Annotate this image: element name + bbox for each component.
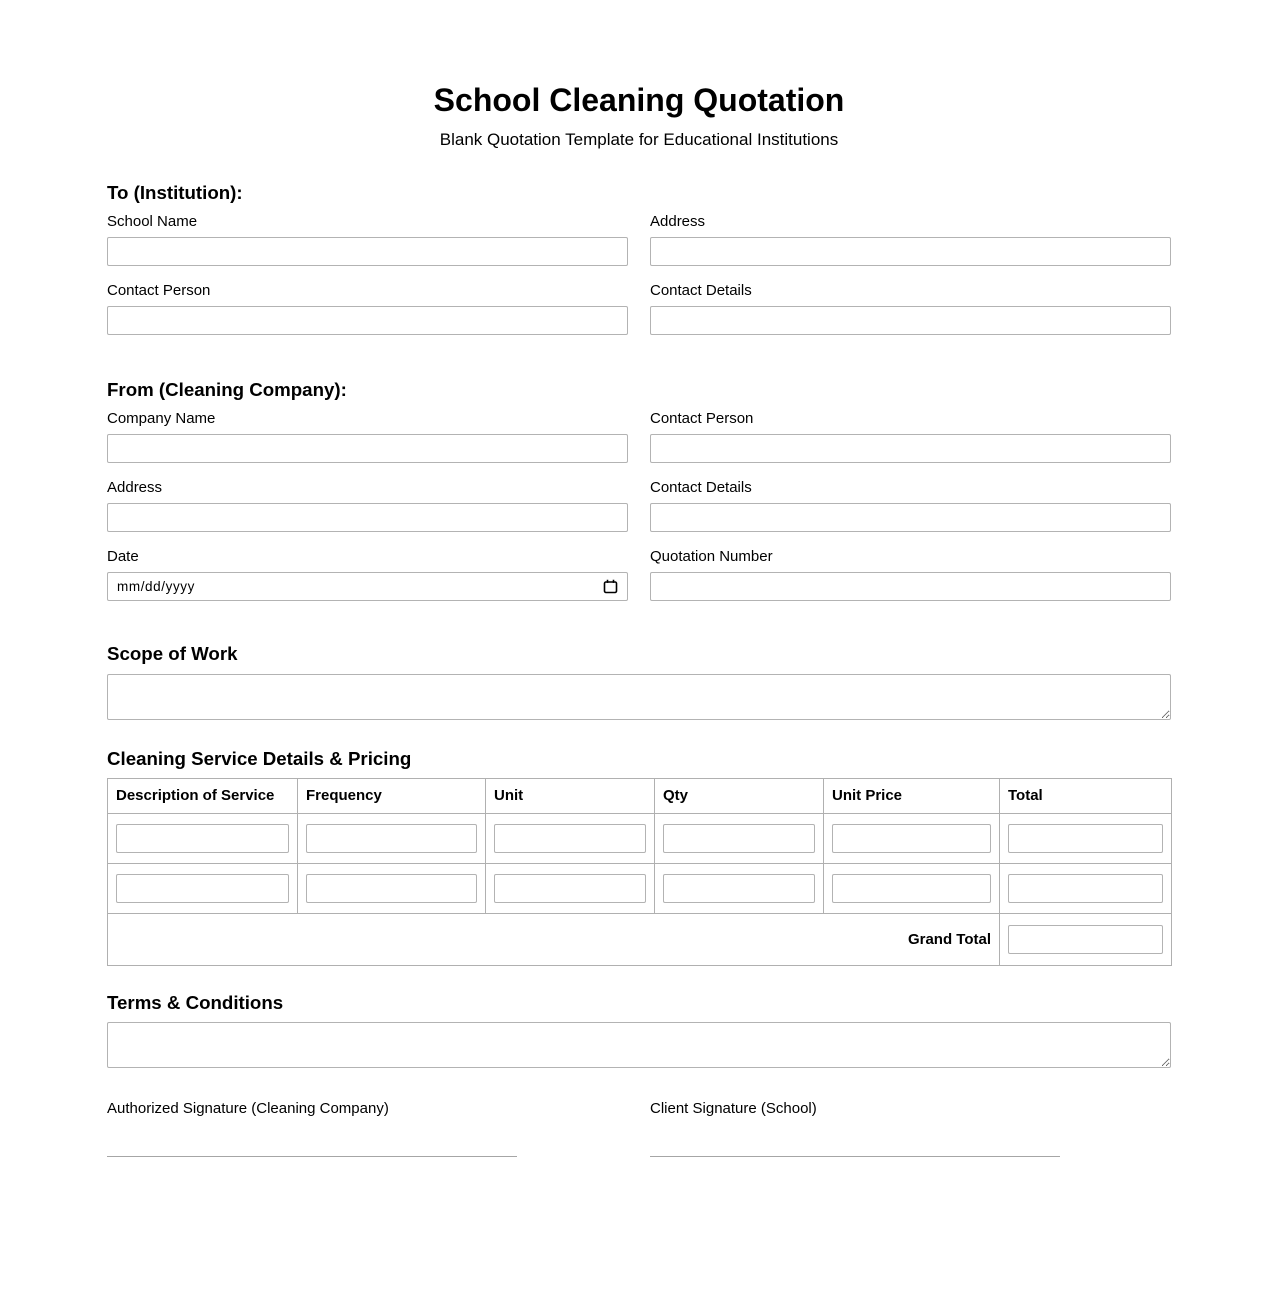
company-address-label: Address (107, 478, 163, 496)
company-address-field (107, 479, 628, 532)
pricing-header-row (108, 779, 1172, 813)
service-description-input[interactable] (116, 824, 289, 853)
company-contact-person-field (650, 410, 1171, 463)
unit-price-input[interactable] (832, 874, 991, 903)
date-label: Date (107, 548, 139, 566)
column-header-frequency: Frequency (298, 779, 486, 813)
grand-total-row (108, 913, 1172, 965)
signatures-section (107, 1100, 1171, 1157)
institution-address-label: Address (650, 212, 706, 230)
scope-of-work-heading: Scope of Work (107, 643, 238, 665)
institution-contact-details-input[interactable] (650, 306, 1171, 335)
calendar-icon[interactable] (603, 579, 618, 594)
institution-contact-person-field (107, 282, 628, 335)
from-company-section (107, 379, 1171, 601)
row-total-input[interactable] (1008, 824, 1163, 853)
school-name-input[interactable] (107, 237, 628, 266)
grand-total-input[interactable] (1008, 925, 1163, 954)
quotation-form-page (107, 0, 1171, 1157)
company-signature-line (107, 1156, 517, 1157)
institution-contact-details-label: Contact Details (650, 281, 752, 299)
column-header-description: Description of Service (108, 779, 298, 813)
company-signature-block (107, 1100, 628, 1157)
unit-input[interactable] (494, 874, 646, 903)
quotation-number-field (650, 548, 1171, 601)
pricing-row (108, 813, 1172, 863)
company-name-label: Company Name (107, 409, 216, 427)
column-header-unit-price: Unit Price (824, 779, 1000, 813)
company-contact-details-field (650, 479, 1171, 532)
qty-input[interactable] (663, 824, 815, 853)
institution-address-input[interactable] (650, 237, 1171, 266)
column-header-unit: Unit (486, 779, 655, 813)
page-subtitle: Blank Quotation Template for Educational Institutions (439, 129, 839, 149)
quotation-number-input[interactable] (650, 572, 1171, 601)
institution-contact-person-input[interactable] (107, 306, 628, 335)
row-total-input[interactable] (1008, 874, 1163, 903)
scope-of-work-textarea[interactable] (107, 674, 1171, 720)
company-name-input[interactable] (107, 434, 628, 463)
from-section-heading: From (Cleaning Company): (107, 379, 347, 401)
service-description-input[interactable] (116, 874, 289, 903)
company-contact-person-label: Contact Person (650, 409, 754, 427)
terms-section (107, 992, 1171, 1069)
institution-address-field (650, 213, 1171, 266)
quotation-number-label: Quotation Number (650, 548, 773, 566)
frequency-input[interactable] (306, 874, 477, 903)
frequency-input[interactable] (306, 824, 477, 853)
grand-total-label: Grand Total (108, 913, 1000, 965)
school-signature-block (650, 1100, 1171, 1157)
terms-heading: Terms & Conditions (107, 991, 284, 1013)
qty-input[interactable] (663, 874, 815, 903)
company-contact-person-input[interactable] (650, 434, 1171, 463)
company-signature-label: Authorized Signature (Cleaning Company) (107, 1100, 389, 1118)
company-contact-details-input[interactable] (650, 503, 1171, 532)
company-name-field (107, 410, 628, 463)
school-signature-line (650, 1156, 1060, 1157)
terms-textarea[interactable] (107, 1022, 1171, 1068)
date-field (107, 548, 628, 601)
to-section-heading: To (Institution): (107, 182, 243, 204)
unit-input[interactable] (494, 824, 646, 853)
page-title: School Cleaning Quotation (433, 82, 845, 118)
unit-price-input[interactable] (832, 824, 991, 853)
institution-contact-details-field (650, 282, 1171, 335)
pricing-table (107, 778, 1172, 965)
to-institution-section (107, 182, 1171, 335)
column-header-total: Total (1000, 779, 1172, 813)
school-name-label: School Name (107, 212, 198, 230)
pricing-section (107, 748, 1171, 966)
date-input[interactable] (107, 572, 628, 601)
school-name-field (107, 213, 628, 266)
column-header-qty: Qty (655, 779, 824, 813)
school-signature-label: Client Signature (School) (650, 1100, 817, 1118)
pricing-row (108, 863, 1172, 913)
company-contact-details-label: Contact Details (650, 478, 752, 496)
scope-of-work-section (107, 643, 1171, 720)
company-address-input[interactable] (107, 503, 628, 532)
institution-contact-person-label: Contact Person (107, 281, 211, 299)
date-placeholder-text: mm/dd/yyyy (117, 579, 196, 595)
pricing-heading: Cleaning Service Details & Pricing (107, 747, 412, 769)
